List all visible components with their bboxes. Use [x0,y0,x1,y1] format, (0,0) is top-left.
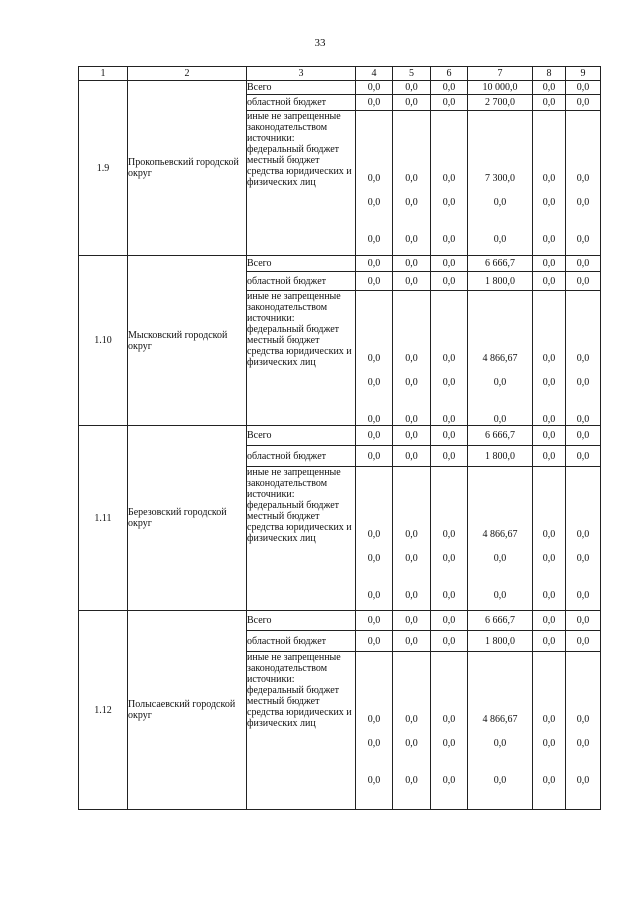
page-number: 33 [314,37,326,49]
source-label-regional: областной бюджет [247,631,356,652]
source-label-total: Всего [247,426,356,446]
local-value: 0,0 [405,197,418,208]
total-value: 0,0 [393,611,431,631]
source-line-federal-label: федеральный бюджет [247,144,340,155]
entry-number: 1.12 [79,611,128,810]
regional-value: 0,0 [533,446,566,467]
regional-value: 0,0 [566,631,601,652]
source-line-local-label: местный бюджет [247,511,320,522]
legal-entities-value: 0,0 [542,590,556,601]
column-header: 4 [356,67,393,81]
source-label-other [247,111,356,256]
federal-value: 0,0 [442,173,456,184]
source-line-legal-label: средства юридических и физических лиц [247,166,352,188]
legal-entities-value: 0,0 [576,234,590,245]
total-value: 0,0 [566,256,601,272]
other-sources-values [431,111,468,256]
source-line-legal-label: средства юридических и физических лиц [247,707,352,729]
legal-entities-value: 0,0 [367,234,381,245]
local-value: 0,0 [493,197,507,208]
legal-entities-value: 0,0 [442,414,456,425]
local-value: 0,0 [367,553,381,564]
legal-entities-value: 0,0 [367,414,381,425]
legal-entities-value: 0,0 [493,414,507,425]
total-value: 0,0 [431,426,468,446]
column-header: 5 [393,67,431,81]
other-sources-values [566,467,601,611]
local-value: 0,0 [442,377,456,388]
federal-value: 0,0 [442,353,456,364]
budget-row-total [79,81,601,95]
source-label-other [247,467,356,611]
regional-value: 1 800,0 [468,272,533,291]
federal-value: 0,0 [405,353,418,364]
other-sources-values [431,467,468,611]
legal-entities-value: 0,0 [493,234,507,245]
federal-value: 0,0 [576,353,590,364]
total-value: 0,0 [566,611,601,631]
legal-entities-value: 0,0 [493,590,507,601]
federal-value: 4 866,67 [482,714,518,725]
local-value: 0,0 [405,738,418,749]
legal-entities-value: 0,0 [493,775,507,786]
regional-value: 0,0 [566,272,601,291]
regional-value: 1 800,0 [468,631,533,652]
total-value: 0,0 [533,611,566,631]
local-value: 0,0 [367,377,381,388]
source-line-legal-label: средства юридических и физических лиц [247,522,352,544]
total-value: 0,0 [431,611,468,631]
other-sources-values [468,467,533,611]
federal-value: 4 866,67 [482,353,518,364]
source-label-other [247,652,356,810]
total-value: 0,0 [533,81,566,95]
source-line-local-label: местный бюджет [247,335,320,346]
source-label-total: Всего [247,81,356,95]
local-value: 0,0 [493,377,507,388]
local-value: 0,0 [576,738,590,749]
regional-value: 0,0 [533,272,566,291]
other-sources-values [533,291,566,426]
local-value: 0,0 [576,197,590,208]
other-sources-values [393,652,431,810]
column-header: 1 [79,67,128,81]
legal-entities-value: 0,0 [542,775,556,786]
federal-value: 0,0 [576,173,590,184]
source-label-regional: областной бюджет [247,95,356,111]
municipality-name: Полысаевский городской округ [128,611,247,810]
regional-value: 0,0 [533,631,566,652]
local-value: 0,0 [542,738,556,749]
other-sources-values [356,291,393,426]
federal-value: 7 300,0 [485,173,515,184]
source-line-label: иные не запрещенные законодательством источники: [247,111,341,144]
municipality-name: Прокопьевский городской округ [128,81,247,256]
other-sources-values [566,111,601,256]
other-sources-values [356,467,393,611]
total-value: 6 666,7 [468,611,533,631]
federal-value: 0,0 [367,173,381,184]
total-value: 0,0 [566,81,601,95]
legal-entities-value: 0,0 [367,775,381,786]
total-value: 0,0 [393,256,431,272]
column-header: 9 [566,67,601,81]
federal-value: 0,0 [405,714,418,725]
source-label-total: Всего [247,611,356,631]
entry-number: 1.9 [79,81,128,256]
total-value: 6 666,7 [468,256,533,272]
total-value: 0,0 [533,256,566,272]
other-sources-values [468,291,533,426]
legal-entities-value: 0,0 [442,234,456,245]
total-value: 0,0 [533,426,566,446]
federal-value: 0,0 [542,714,556,725]
legal-entities-value: 0,0 [405,775,418,786]
federal-value: 0,0 [576,529,590,540]
local-value: 0,0 [442,197,456,208]
other-sources-values [533,111,566,256]
regional-value: 0,0 [356,272,393,291]
source-line-federal-label: федеральный бюджет [247,500,340,511]
other-sources-values [468,111,533,256]
regional-value: 0,0 [356,446,393,467]
regional-value: 0,0 [356,95,393,111]
regional-value: 2 700,0 [468,95,533,111]
legal-entities-value: 0,0 [405,414,418,425]
total-value: 0,0 [566,426,601,446]
regional-value: 0,0 [431,446,468,467]
other-sources-values [468,652,533,810]
regional-value: 0,0 [431,272,468,291]
total-value: 0,0 [431,256,468,272]
regional-value: 1 800,0 [468,446,533,467]
federal-value: 0,0 [405,173,418,184]
entry-number: 1.11 [79,426,128,611]
other-sources-values [431,652,468,810]
source-line-label: иные не запрещенные законодательством источники: [247,291,341,324]
legal-entities-value: 0,0 [442,775,456,786]
budget-table-body [79,81,601,810]
local-value: 0,0 [367,197,381,208]
regional-value: 0,0 [393,631,431,652]
regional-value: 0,0 [393,95,431,111]
regional-value: 0,0 [356,631,393,652]
local-value: 0,0 [405,377,418,388]
federal-value: 0,0 [576,714,590,725]
source-line-federal-label: федеральный бюджет [247,324,340,335]
legal-entities-value: 0,0 [542,414,556,425]
source-line-local-label: местный бюджет [247,155,320,166]
federal-value: 0,0 [405,529,418,540]
regional-value: 0,0 [393,446,431,467]
regional-value: 0,0 [566,95,601,111]
federal-value: 0,0 [442,714,456,725]
other-sources-values [533,652,566,810]
regional-value: 0,0 [533,95,566,111]
other-sources-values [533,467,566,611]
other-sources-values [393,467,431,611]
source-line-label: иные не запрещенные законодательством источники: [247,467,341,500]
other-sources-values [431,291,468,426]
regional-value: 0,0 [566,446,601,467]
legal-entities-value: 0,0 [405,590,418,601]
local-value: 0,0 [442,553,456,564]
local-value: 0,0 [367,738,381,749]
total-value: 0,0 [356,611,393,631]
local-value: 0,0 [405,553,418,564]
federal-value: 0,0 [542,353,556,364]
column-header: 3 [247,67,356,81]
total-value: 0,0 [356,426,393,446]
local-value: 0,0 [576,553,590,564]
other-sources-values [356,111,393,256]
legal-entities-value: 0,0 [576,590,590,601]
column-header: 6 [431,67,468,81]
budget-table [78,66,601,810]
source-line-legal-label: средства юридических и физических лиц [247,346,352,368]
federal-value: 0,0 [367,353,381,364]
other-sources-values [393,291,431,426]
budget-row-total [79,611,601,631]
source-line-federal-label: федеральный бюджет [247,685,340,696]
source-label-regional: областной бюджет [247,272,356,291]
federal-value: 4 866,67 [482,529,518,540]
legal-entities-value: 0,0 [405,234,418,245]
other-sources-values [356,652,393,810]
regional-value: 0,0 [393,272,431,291]
other-sources-values [566,652,601,810]
budget-row-total [79,426,601,446]
source-label-other [247,291,356,426]
regional-value: 0,0 [431,95,468,111]
federal-value: 0,0 [542,173,556,184]
other-sources-values [566,291,601,426]
total-value: 6 666,7 [468,426,533,446]
local-value: 0,0 [542,377,556,388]
local-value: 0,0 [493,738,507,749]
local-value: 0,0 [542,197,556,208]
legal-entities-value: 0,0 [576,775,590,786]
column-header: 8 [533,67,566,81]
budget-row-total [79,256,601,272]
total-value: 0,0 [431,81,468,95]
column-header-row [79,67,601,81]
local-value: 0,0 [442,738,456,749]
total-value: 0,0 [393,81,431,95]
source-label-regional: областной бюджет [247,446,356,467]
federal-value: 0,0 [367,714,381,725]
total-value: 0,0 [393,426,431,446]
legal-entities-value: 0,0 [576,414,590,425]
local-value: 0,0 [493,553,507,564]
legal-entities-value: 0,0 [442,590,456,601]
source-label-total: Всего [247,256,356,272]
other-sources-values [393,111,431,256]
total-value: 0,0 [356,81,393,95]
source-line-local-label: местный бюджет [247,696,320,707]
federal-value: 0,0 [542,529,556,540]
total-value: 0,0 [356,256,393,272]
legal-entities-value: 0,0 [367,590,381,601]
total-value: 10 000,0 [468,81,533,95]
local-value: 0,0 [542,553,556,564]
municipality-name: Березовский городской округ [128,426,247,611]
entry-number: 1.10 [79,256,128,426]
local-value: 0,0 [576,377,590,388]
federal-value: 0,0 [367,529,381,540]
legal-entities-value: 0,0 [542,234,556,245]
regional-value: 0,0 [431,631,468,652]
municipality-name: Мысковский городской округ [128,256,247,426]
source-line-label: иные не запрещенные законодательством источники: [247,652,341,685]
federal-value: 0,0 [442,529,456,540]
column-header: 2 [128,67,247,81]
column-header: 7 [468,67,533,81]
